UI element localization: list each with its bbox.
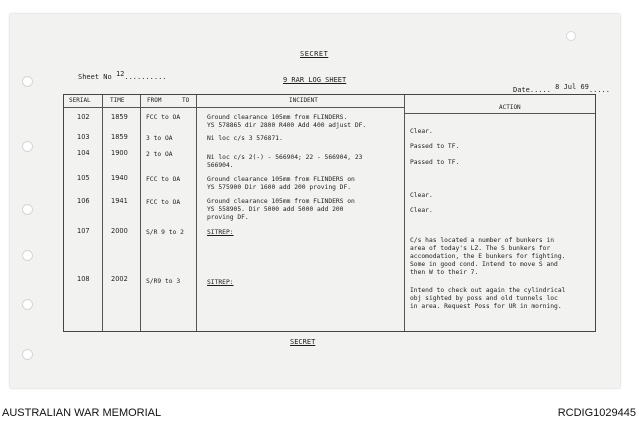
sheet-number: 12 <box>115 70 125 78</box>
incident-line: Ground clearance 105mm from FLINDERS on <box>207 176 355 183</box>
time-cell: 1940 <box>111 174 128 182</box>
action-line: obj sighted by poss and old tunnels loc <box>410 295 558 302</box>
action-line: C/s has located a number of bunkers in <box>410 237 555 244</box>
from-to-cell: FCC to OA <box>146 114 181 121</box>
archive-reference: RCDIG1029445 <box>557 407 636 419</box>
serial-cell: 102 <box>77 113 90 121</box>
action-line: then W to their 7. <box>410 269 479 276</box>
time-cell: 2000 <box>111 227 128 235</box>
time-cell: 1941 <box>111 197 128 205</box>
date-value: 8 Jul 69 <box>555 83 589 91</box>
from-to-cell: S/R9 to 3 <box>146 278 181 285</box>
serial-cell: 105 <box>77 174 90 182</box>
date-field: Date..... 8 Jul 69..... <box>513 83 610 94</box>
incident-line: YS 575900 Dir 1600 add 200 proving DF. <box>207 184 352 191</box>
incident-line: 566904. <box>207 162 234 169</box>
incident-line: proving DF. <box>207 214 249 221</box>
punch-hole-icon <box>22 250 33 261</box>
incident-line: Ni loc c/s 3 576871. <box>207 135 283 142</box>
serial-cell: 107 <box>77 227 90 235</box>
incident-line: Ground clearance 105mm from FLINDERS on <box>207 198 355 205</box>
from-to-cell: FCC to OA <box>146 199 181 206</box>
paper-mark-icon <box>566 31 576 41</box>
from-to-cell: 3 to OA <box>146 135 173 142</box>
archive-source: AUSTRALIAN WAR MEMORIAL <box>2 407 162 419</box>
punch-hole-icon <box>22 349 33 360</box>
sheet-number-field: Sheet No 12.......... <box>78 70 167 81</box>
action-line: Passed to TF. <box>410 143 460 150</box>
serial-cell: 104 <box>77 149 90 157</box>
col-from-header: FROM <box>147 97 162 104</box>
time-cell: 1900 <box>111 149 128 157</box>
serial-cell: 103 <box>77 133 90 141</box>
classification-header: SECRET <box>300 50 329 58</box>
punch-hole-icon <box>22 299 33 310</box>
action-line: Intend to check out again the cylindrical <box>410 287 566 294</box>
from-to-cell: 2 to OA <box>146 151 173 158</box>
sheet-label: Sheet No <box>78 73 112 81</box>
action-line: Some in good cond. Intend to move S and <box>410 261 558 268</box>
col-incident-header: INCIDENT <box>289 97 318 104</box>
punch-hole-icon <box>22 76 33 87</box>
date-label: Date <box>513 86 530 94</box>
col-action-header: ACTION <box>499 104 521 111</box>
from-to-cell: S/R 9 to 2 <box>146 229 184 236</box>
log-table <box>63 94 596 332</box>
action-line: area of today's LZ. The S bunkers for <box>410 245 551 252</box>
serial-cell: 106 <box>77 197 90 205</box>
incident-line: SITREP: <box>207 229 234 236</box>
action-line: Passed to TF. <box>410 159 460 166</box>
time-cell: 2002 <box>111 275 128 283</box>
sheet-title: 9 RAR LOG SHEET <box>283 76 347 84</box>
time-cell: 1859 <box>111 113 128 121</box>
punch-hole-icon <box>22 141 33 152</box>
action-line: Clear. <box>410 207 433 214</box>
from-to-cell: FCC to OA <box>146 176 181 183</box>
col-serial-header: SERIAL <box>69 97 91 104</box>
col-time-header: TIME <box>110 97 125 104</box>
serial-cell: 108 <box>77 275 90 283</box>
incident-line: Ni loc c/s 2(-) - 566904; 22 - 566904, 23 <box>207 154 363 161</box>
col-to-header: TO <box>182 97 190 104</box>
action-line: in area. Request Poss for UR in morning. <box>410 303 562 310</box>
incident-line: Ground clearance 105mm from FLINDERS. <box>207 114 348 121</box>
action-line: Clear. <box>410 192 433 199</box>
punch-hole-icon <box>22 204 33 215</box>
incident-line: SITREP: <box>207 279 234 286</box>
action-line: accomodation, the E bunkers for fighting. <box>410 253 566 260</box>
classification-footer: SECRET <box>290 338 316 346</box>
action-line: Clear. <box>410 128 433 135</box>
incident-line: YS 578865 dir 2800 R400 Add 400 adjust DF. <box>207 122 367 129</box>
incident-line: YS 558905. Dir 5000 add 5000 add 200 <box>207 206 344 213</box>
time-cell: 1859 <box>111 133 128 141</box>
